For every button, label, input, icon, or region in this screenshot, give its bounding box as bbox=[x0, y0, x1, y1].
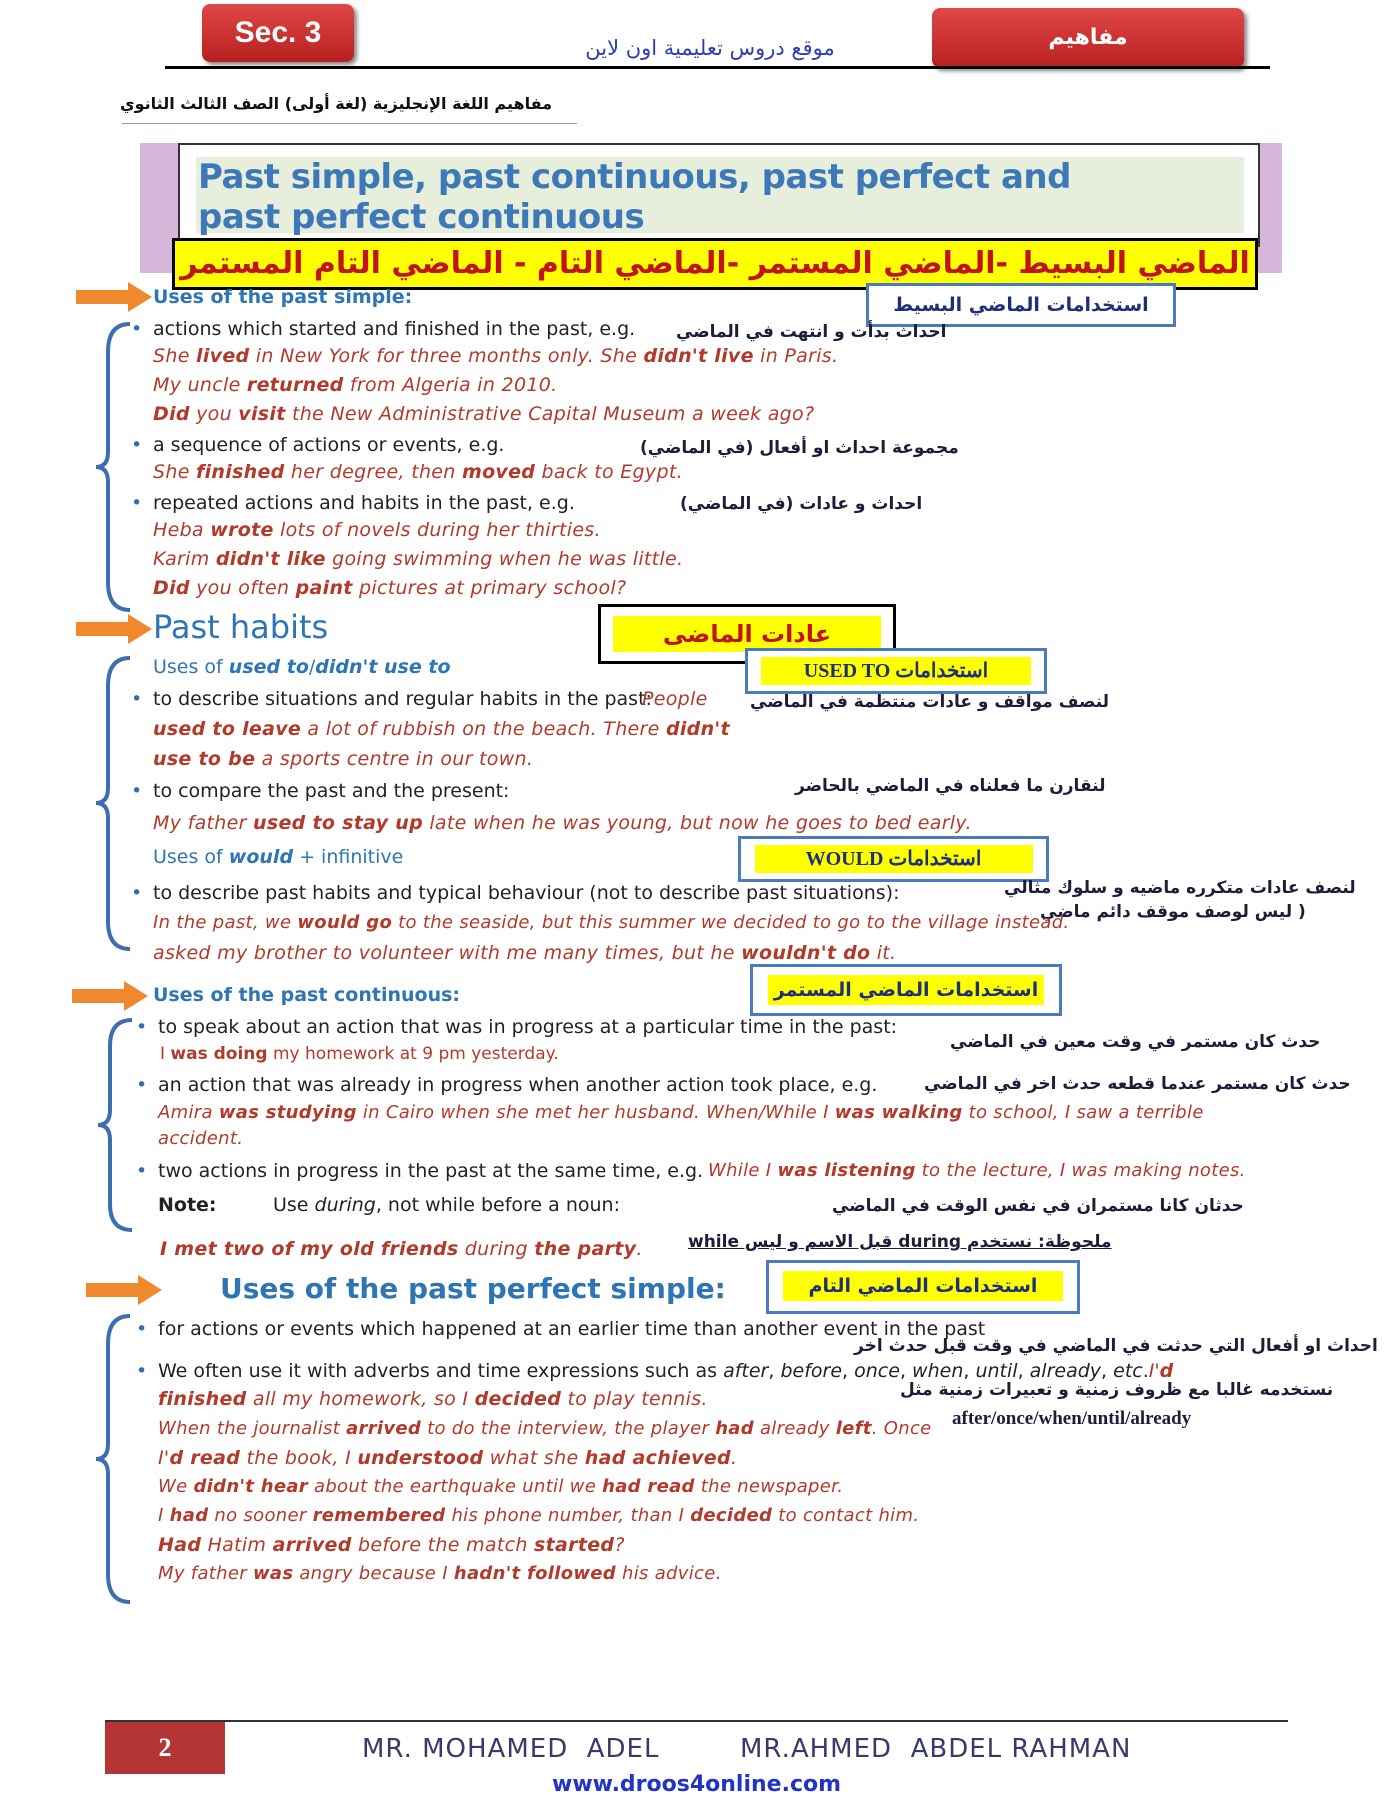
arabic-note: نستخدمه غالبا مع ظروف زمنية و تعبيرات زمنية مثل bbox=[900, 1380, 1334, 1400]
teacher-name-1: MR. MOHAMED ADEL bbox=[362, 1734, 660, 1764]
example-sentence: I had no sooner remembered his phone number, than I decided to contact him. bbox=[158, 1505, 920, 1526]
past-continuous-label-box bbox=[750, 964, 1062, 1016]
concepts-badge bbox=[932, 8, 1244, 68]
concepts-label: مفاهيم bbox=[1048, 25, 1128, 50]
brace-icon bbox=[94, 1314, 134, 1604]
list-item: • to describe situations and regular habits in the past: bbox=[153, 688, 652, 710]
used-to-label: USED TO استخدامات bbox=[803, 660, 989, 682]
used-to-label-box bbox=[745, 648, 1047, 694]
subtitle-rule bbox=[122, 123, 577, 124]
arabic-note: احداث و عادات (في الماضي) bbox=[680, 494, 923, 514]
arabic-note: احداث بدأت و انتهت في الماضي bbox=[676, 322, 947, 342]
title-line-2: past perfect continuous bbox=[198, 197, 645, 237]
example-sentence: Heba wrote lots of novels during her thirties. bbox=[153, 519, 601, 541]
list-item: • a sequence of actions or events, e.g. bbox=[153, 434, 504, 456]
header-rule bbox=[165, 66, 1270, 69]
page-subtitle: مفاهيم اللغة الإنجليزية (لغة أولى) الصف الثالث الثانوي bbox=[119, 94, 552, 113]
would-heading: Uses of would + infinitive bbox=[153, 846, 404, 868]
footer-rule bbox=[105, 1720, 1288, 1722]
arrow-icon bbox=[72, 981, 148, 1011]
list-item: • an action that was already in progress when another action took place, e.g. bbox=[158, 1074, 877, 1096]
arabic-note: حدثان كانا مستمران في نفس الوقت في الماضي bbox=[832, 1196, 1244, 1216]
past-habits-heading: Past habits bbox=[153, 608, 329, 646]
example-sentence: I'd read the book, I understood what she had achieved. bbox=[158, 1447, 738, 1469]
past-perfect-heading: Uses of the past perfect simple: bbox=[220, 1272, 726, 1305]
example-sentence: My father was angry because I hadn't followed his advice. bbox=[158, 1563, 722, 1584]
example-sentence: use to be a sports centre in our town. bbox=[153, 748, 534, 770]
site-title: موقع دروس تعليمية اون لاين bbox=[585, 36, 835, 60]
example-sentence: People bbox=[642, 688, 708, 710]
arabic-note: احداث او أفعال التي حدثت في الماضي في وقت قبل حدث اخر bbox=[854, 1336, 1378, 1356]
example-sentence: Karim didn't like going swimming when he was little. bbox=[153, 548, 684, 570]
arabic-note: حدث كان مستمر عندما قطعه حدث اخر في الماضي bbox=[924, 1074, 1351, 1094]
past-perfect-label-box bbox=[766, 1260, 1080, 1314]
example-sentence: used to leave a lot of rubbish on the beach. There didn't bbox=[153, 718, 730, 740]
list-item: • actions which started and finished in the past, e.g. bbox=[153, 318, 635, 340]
example-sentence: asked my brother to volunteer with me many times, but he wouldn't do it. bbox=[153, 942, 897, 964]
list-item: • to describe past habits and typical behaviour (not to describe past situations): bbox=[153, 882, 899, 904]
arabic-note: لنصف عادات متكرره ماضيه و سلوك مثالي bbox=[1004, 878, 1356, 898]
list-item: • We often use it with adverbs and time expressions such as after, before, once, when, until, already, etc.I'd bbox=[158, 1360, 1173, 1382]
arrow-icon bbox=[76, 282, 152, 312]
arabic-note: لنقارن ما فعلناه في الماضي بالحاضر bbox=[795, 776, 1106, 796]
list-item: • to speak about an action that was in progress at a particular time in the past: bbox=[158, 1016, 897, 1038]
example-sentence: While I was listening to the lecture, I was making notes. bbox=[708, 1160, 1246, 1181]
arabic-note: لنصف مواقف و عادات منتظمة في الماضي bbox=[750, 692, 1110, 712]
arrow-icon bbox=[76, 614, 152, 644]
arabic-note: حدث كان مستمر في وقت معين في الماضي bbox=[950, 1032, 1321, 1052]
past-continuous-heading: Uses of the past continuous: bbox=[153, 984, 460, 1006]
example-sentence: Amira was studying in Cairo when she met her husband. When/While I was walking to school, I saw a terrible bbox=[158, 1102, 1204, 1123]
example-sentence: I was doing my homework at 9 pm yesterday. bbox=[160, 1044, 559, 1064]
arabic-note: ( ليس لوصف موقف دائم ماضي bbox=[1040, 902, 1306, 922]
would-label: WOULD استخدامات bbox=[805, 848, 982, 870]
arabic-note: ملحوظة: نستخدم during قبل الاسم و ليس while bbox=[688, 1232, 1112, 1252]
sec-badge bbox=[202, 4, 354, 62]
example-sentence: My uncle returned from Algeria in 2010. bbox=[153, 374, 558, 396]
title-line-1: Past simple, past continuous, past perfect and bbox=[198, 157, 1071, 197]
arabic-note-words: after/once/when/until/already bbox=[952, 1408, 1192, 1429]
past-perfect-label: استخدامات الماضي التام bbox=[808, 1275, 1038, 1297]
used-to-heading: Uses of used to/didn't use to bbox=[153, 656, 451, 678]
past-habits-label: عادات الماضى bbox=[662, 620, 832, 648]
example-sentence: Did you often paint pictures at primary school? bbox=[153, 577, 627, 599]
example-sentence: She finished her degree, then moved back to Egypt. bbox=[153, 461, 683, 483]
brace-icon bbox=[96, 1018, 136, 1232]
list-item: • for actions or events which happened at an earlier time than another event in the past bbox=[158, 1318, 985, 1340]
list-item: • two actions in progress in the past at the same time, e.g. bbox=[158, 1160, 703, 1182]
arabic-title: الماضي البسيط -الماضي المستمر -الماضي التام - الماضي التام المستمر bbox=[180, 246, 1250, 281]
arrow-icon bbox=[86, 1275, 162, 1305]
title-panel bbox=[178, 143, 1260, 247]
past-continuous-label: استخدامات الماضي المستمر bbox=[773, 979, 1039, 1001]
past-simple-heading: Uses of the past simple: bbox=[153, 286, 413, 308]
brace-icon bbox=[94, 656, 134, 951]
teacher-name-2: MR.AHMED ABDEL RAHMAN bbox=[740, 1734, 1132, 1764]
example-sentence: When the journalist arrived to do the interview, the player had already left. Once bbox=[158, 1418, 932, 1439]
example-sentence: finished all my homework, so I decided to play tennis. bbox=[158, 1388, 708, 1410]
note-label: Note: bbox=[158, 1194, 217, 1216]
list-item: • to compare the past and the present: bbox=[153, 780, 509, 802]
example-sentence: accident. bbox=[158, 1128, 244, 1149]
website-link[interactable]: www.droos4online.com bbox=[552, 1772, 842, 1797]
example-sentence: I met two of my old friends during the party. bbox=[160, 1238, 643, 1260]
past-simple-label: استخدامات الماضي البسيط bbox=[893, 294, 1149, 316]
example-sentence: We didn't hear about the earthquake until we had read the newspaper. bbox=[158, 1476, 844, 1497]
past-simple-label-box bbox=[866, 283, 1176, 327]
example-sentence: She lived in New York for three months only. She didn't live in Paris. bbox=[153, 345, 839, 367]
example-sentence: In the past, we would go to the seaside, but this summer we decided to go to the village instead. bbox=[153, 912, 1070, 933]
note-text: Use during, not while before a noun: bbox=[273, 1194, 620, 1216]
page-number: 2 bbox=[158, 1733, 172, 1762]
page-number-box bbox=[105, 1722, 225, 1774]
sec-label: Sec. 3 bbox=[234, 16, 322, 49]
arabic-note: مجموعة احداث او أفعال (في الماضي) bbox=[640, 438, 959, 458]
list-item: • repeated actions and habits in the past, e.g. bbox=[153, 492, 575, 514]
example-sentence: Had Hatim arrived before the match started? bbox=[158, 1534, 625, 1556]
example-sentence: My father used to stay up late when he was young, but now he goes to bed early. bbox=[153, 812, 972, 834]
would-label-box bbox=[738, 836, 1049, 882]
example-sentence: Did you visit the New Administrative Capital Museum a week ago? bbox=[153, 403, 815, 425]
brace-icon bbox=[94, 322, 134, 612]
